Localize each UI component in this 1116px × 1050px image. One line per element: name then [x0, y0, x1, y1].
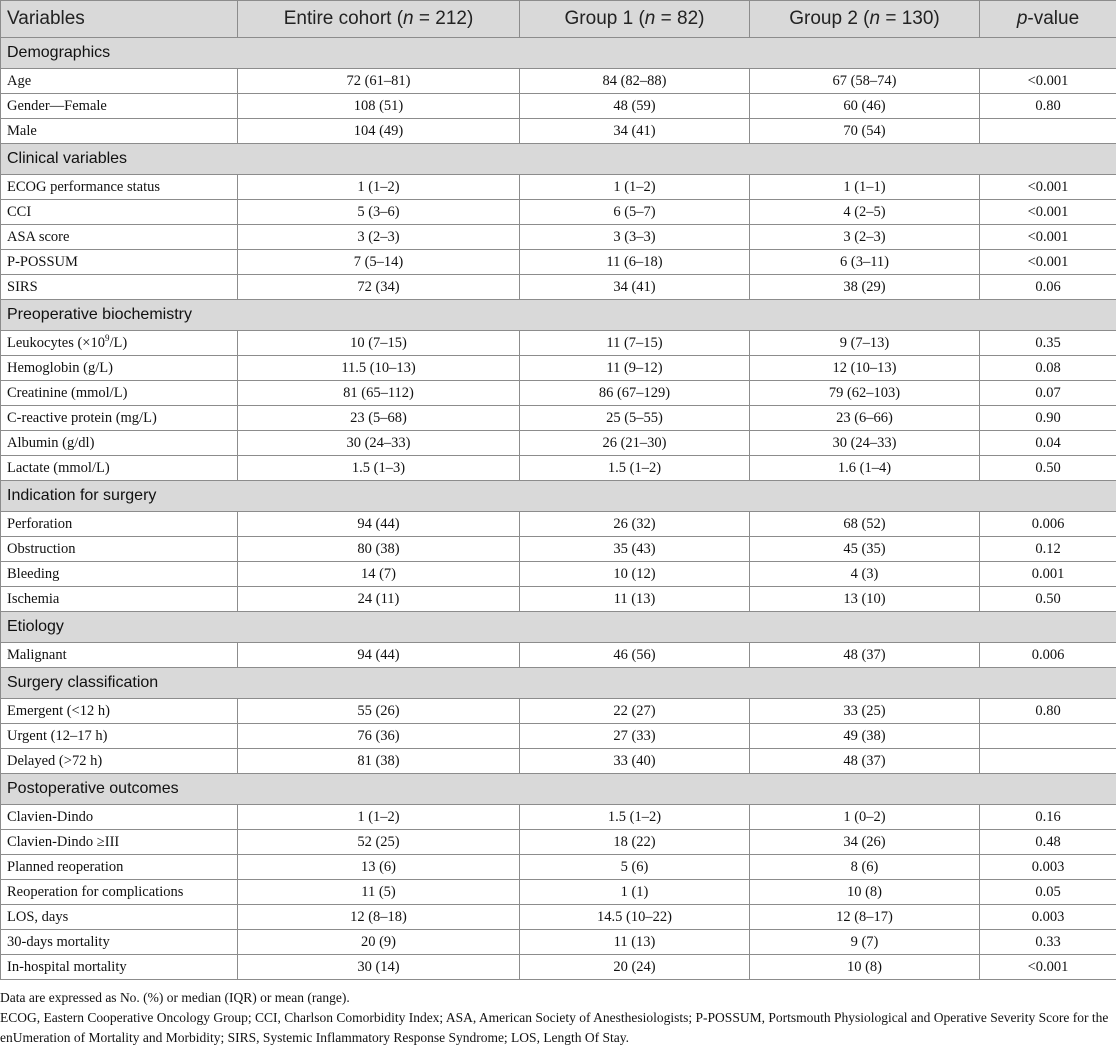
cell-group-2: 48 (37) [750, 643, 980, 668]
table-row [1, 512, 1116, 537]
row-label-superscript: 9 [104, 332, 110, 343]
cell-entire-cohort: 94 (44) [238, 643, 520, 668]
cell-entire-cohort: 24 (11) [238, 587, 520, 612]
cell-entire-cohort: 30 (24–33) [238, 431, 520, 456]
cell-group-1: 84 (82–88) [520, 69, 750, 94]
cell-group-2: 45 (35) [750, 537, 980, 562]
header-group-1: Group 1 (n = 82) [520, 1, 750, 38]
table-row [1, 356, 1116, 381]
cell-group-1: 5 (6) [520, 855, 750, 880]
cell-p-value: 0.48 [980, 830, 1116, 855]
cell-entire-cohort: 10 (7–15) [238, 331, 520, 356]
cell-p-value: 0.80 [980, 699, 1116, 724]
cell-group-1: 1.5 (1–2) [520, 805, 750, 830]
cell-p-value: 0.90 [980, 406, 1116, 431]
row-label: Obstruction [1, 537, 238, 562]
cell-group-1: 18 (22) [520, 830, 750, 855]
section-row [1, 144, 1116, 175]
cell-entire-cohort: 11 (5) [238, 880, 520, 905]
row-label: Male [1, 119, 238, 144]
row-label: C-reactive protein (mg/L) [1, 406, 238, 431]
cell-group-2: 38 (29) [750, 275, 980, 300]
section-row [1, 668, 1116, 699]
section-row [1, 481, 1116, 512]
table-row [1, 880, 1116, 905]
table-row [1, 69, 1116, 94]
cell-p-value: 0.12 [980, 537, 1116, 562]
cell-group-2: 4 (3) [750, 562, 980, 587]
cell-group-1: 25 (5–55) [520, 406, 750, 431]
cell-group-1: 34 (41) [520, 119, 750, 144]
section-title: Surgery classification [1, 668, 1116, 699]
table-row [1, 955, 1116, 980]
cell-group-1: 33 (40) [520, 749, 750, 774]
cell-group-2: 70 (54) [750, 119, 980, 144]
cell-group-1: 11 (9–12) [520, 356, 750, 381]
row-label-text: Leukocytes (×10 [7, 334, 105, 351]
cell-p-value: <0.001 [980, 175, 1116, 200]
notes-line-2: ECOG, Eastern Cooperative Oncology Group; CCI, Charlson Comorbidity Index; ASA, American Society of Anesthesiologists; P-POSSUM, Portsmouth Physiological and Operative Severity Score for the enUmeration of Mortality and Morbidity; SIRS, Systemic Inflammatory Response Syndrome; LOS, Length Of Stay. [0, 1010, 1109, 1045]
table-row [1, 225, 1116, 250]
cell-group-1: 48 (59) [520, 94, 750, 119]
cell-entire-cohort: 1 (1–2) [238, 175, 520, 200]
table-row [1, 537, 1116, 562]
cell-p-value: 0.35 [980, 331, 1116, 356]
cell-group-1: 14.5 (10–22) [520, 905, 750, 930]
cell-group-1: 86 (67–129) [520, 381, 750, 406]
cell-entire-cohort: 81 (65–112) [238, 381, 520, 406]
cell-p-value: 0.06 [980, 275, 1116, 300]
table-row [1, 175, 1116, 200]
cell-group-1: 26 (32) [520, 512, 750, 537]
cell-entire-cohort: 20 (9) [238, 930, 520, 955]
cell-group-2: 30 (24–33) [750, 431, 980, 456]
table-row [1, 200, 1116, 225]
row-label: In-hospital mortality [1, 955, 238, 980]
cell-group-2: 13 (10) [750, 587, 980, 612]
row-label: SIRS [1, 275, 238, 300]
cell-group-1: 20 (24) [520, 955, 750, 980]
cell-entire-cohort: 94 (44) [238, 512, 520, 537]
cell-group-1: 1 (1–2) [520, 175, 750, 200]
row-label: ASA score [1, 225, 238, 250]
section-row [1, 612, 1116, 643]
cell-group-1: 26 (21–30) [520, 431, 750, 456]
cell-group-2: 10 (8) [750, 955, 980, 980]
cell-entire-cohort: 76 (36) [238, 724, 520, 749]
notes-line-1: Data are expressed as No. (%) or median (IQR) or mean (range). [0, 990, 350, 1005]
header-variables: Variables [1, 1, 238, 38]
cell-p-value [980, 724, 1116, 749]
cell-group-1: 35 (43) [520, 537, 750, 562]
section-title: Postoperative outcomes [1, 774, 1116, 805]
table-row [1, 930, 1116, 955]
row-label: LOS, days [1, 905, 238, 930]
cell-group-1: 11 (6–18) [520, 250, 750, 275]
row-label: Emergent (<12 h) [1, 699, 238, 724]
cell-p-value: <0.001 [980, 225, 1116, 250]
header-entire-cohort: Entire cohort (n = 212) [238, 1, 520, 38]
cell-group-1: 46 (56) [520, 643, 750, 668]
cell-group-2: 9 (7) [750, 930, 980, 955]
cell-p-value: <0.001 [980, 69, 1116, 94]
cell-p-value: 0.006 [980, 643, 1116, 668]
cell-group-2: 10 (8) [750, 880, 980, 905]
table-row [1, 830, 1116, 855]
table-row [1, 855, 1116, 880]
cell-group-1: 22 (27) [520, 699, 750, 724]
cell-group-1: 11 (13) [520, 587, 750, 612]
cell-p-value: 0.16 [980, 805, 1116, 830]
row-label: Urgent (12–17 h) [1, 724, 238, 749]
row-label: Age [1, 69, 238, 94]
header-group-2: Group 2 (n = 130) [750, 1, 980, 38]
cell-entire-cohort: 13 (6) [238, 855, 520, 880]
row-label-text-after: /L) [109, 334, 128, 351]
row-label: Planned reoperation [1, 855, 238, 880]
cell-p-value: 0.006 [980, 512, 1116, 537]
cell-entire-cohort: 52 (25) [238, 830, 520, 855]
table-row [1, 331, 1116, 356]
cell-group-1: 1 (1) [520, 880, 750, 905]
table-row [1, 643, 1116, 668]
cell-p-value: <0.001 [980, 200, 1116, 225]
row-label: ECOG performance status [1, 175, 238, 200]
row-label: Perforation [1, 512, 238, 537]
cell-p-value: 0.33 [980, 930, 1116, 955]
table-row [1, 406, 1116, 431]
header-p-value: p-value [980, 1, 1116, 38]
table-row [1, 94, 1116, 119]
row-label: Ischemia [1, 587, 238, 612]
cell-entire-cohort: 55 (26) [238, 699, 520, 724]
cell-group-2: 68 (52) [750, 512, 980, 537]
section-row [1, 38, 1116, 69]
cell-p-value: 0.80 [980, 94, 1116, 119]
section-title: Indication for surgery [1, 481, 1116, 512]
cell-p-value: 0.07 [980, 381, 1116, 406]
table-row [1, 250, 1116, 275]
row-label: Albumin (g/dl) [1, 431, 238, 456]
cell-p-value [980, 119, 1116, 144]
cell-p-value: 0.04 [980, 431, 1116, 456]
cell-entire-cohort: 80 (38) [238, 537, 520, 562]
cell-group-1: 34 (41) [520, 275, 750, 300]
cell-group-1: 6 (5–7) [520, 200, 750, 225]
section-title: Demographics [1, 38, 1116, 69]
cell-entire-cohort: 3 (2–3) [238, 225, 520, 250]
cell-p-value: 0.50 [980, 456, 1116, 481]
row-label: P-POSSUM [1, 250, 238, 275]
cell-group-1: 10 (12) [520, 562, 750, 587]
cell-entire-cohort: 5 (3–6) [238, 200, 520, 225]
cell-group-2: 1 (0–2) [750, 805, 980, 830]
row-label: Delayed (>72 h) [1, 749, 238, 774]
cell-group-2: 6 (3–11) [750, 250, 980, 275]
row-label: CCI [1, 200, 238, 225]
cell-p-value: <0.001 [980, 955, 1116, 980]
cell-group-2: 1.6 (1–4) [750, 456, 980, 481]
cell-group-2: 33 (25) [750, 699, 980, 724]
cell-group-2: 60 (46) [750, 94, 980, 119]
cell-p-value: 0.001 [980, 562, 1116, 587]
table-row [1, 905, 1116, 930]
section-row [1, 774, 1116, 805]
cell-p-value: 0.003 [980, 905, 1116, 930]
table-body [1, 38, 1116, 980]
row-label: Bleeding [1, 562, 238, 587]
cell-entire-cohort: 12 (8–18) [238, 905, 520, 930]
row-label: 30-days mortality [1, 930, 238, 955]
cell-p-value: 0.003 [980, 855, 1116, 880]
row-label [1, 331, 238, 356]
table-row [1, 381, 1116, 406]
cell-group-2: 12 (8–17) [750, 905, 980, 930]
cell-group-2: 8 (6) [750, 855, 980, 880]
row-label: Lactate (mmol/L) [1, 456, 238, 481]
section-title: Clinical variables [1, 144, 1116, 175]
table-row [1, 456, 1116, 481]
cell-group-2: 12 (10–13) [750, 356, 980, 381]
section-title: Etiology [1, 612, 1116, 643]
cell-entire-cohort: 108 (51) [238, 94, 520, 119]
cell-group-2: 79 (62–103) [750, 381, 980, 406]
cell-group-2: 67 (58–74) [750, 69, 980, 94]
cell-p-value: 0.05 [980, 880, 1116, 905]
cell-group-2: 34 (26) [750, 830, 980, 855]
table-row [1, 699, 1116, 724]
cell-entire-cohort: 11.5 (10–13) [238, 356, 520, 381]
cell-group-2: 9 (7–13) [750, 331, 980, 356]
cell-group-1: 1.5 (1–2) [520, 456, 750, 481]
table-row [1, 587, 1116, 612]
row-label: Creatinine (mmol/L) [1, 381, 238, 406]
table-row [1, 805, 1116, 830]
cell-group-2: 3 (2–3) [750, 225, 980, 250]
row-label: Gender—Female [1, 94, 238, 119]
cell-entire-cohort: 14 (7) [238, 562, 520, 587]
cell-entire-cohort: 81 (38) [238, 749, 520, 774]
table-row [1, 275, 1116, 300]
cell-p-value [980, 749, 1116, 774]
row-label: Malignant [1, 643, 238, 668]
row-label: Clavien-Dindo ≥III [1, 830, 238, 855]
cell-p-value: <0.001 [980, 250, 1116, 275]
row-label: Hemoglobin (g/L) [1, 356, 238, 381]
cell-entire-cohort: 72 (61–81) [238, 69, 520, 94]
cell-entire-cohort: 104 (49) [238, 119, 520, 144]
row-label: Reoperation for complications [1, 880, 238, 905]
cell-p-value: 0.08 [980, 356, 1116, 381]
section-title: Preoperative biochemistry [1, 300, 1116, 331]
cell-group-2: 48 (37) [750, 749, 980, 774]
table-row [1, 562, 1116, 587]
table-row [1, 724, 1116, 749]
cell-p-value: 0.50 [980, 587, 1116, 612]
cell-group-1: 3 (3–3) [520, 225, 750, 250]
cell-group-2: 4 (2–5) [750, 200, 980, 225]
cell-entire-cohort: 1.5 (1–3) [238, 456, 520, 481]
cell-entire-cohort: 30 (14) [238, 955, 520, 980]
cell-group-1: 27 (33) [520, 724, 750, 749]
cell-group-2: 23 (6–66) [750, 406, 980, 431]
cell-entire-cohort: 7 (5–14) [238, 250, 520, 275]
cell-group-2: 1 (1–1) [750, 175, 980, 200]
row-label: Clavien-Dindo [1, 805, 238, 830]
header-row [1, 1, 1116, 38]
cell-group-1: 11 (13) [520, 930, 750, 955]
cell-entire-cohort: 72 (34) [238, 275, 520, 300]
section-row [1, 300, 1116, 331]
table-row [1, 431, 1116, 456]
cell-entire-cohort: 1 (1–2) [238, 805, 520, 830]
cell-entire-cohort: 23 (5–68) [238, 406, 520, 431]
table-notes [0, 988, 1116, 1048]
cell-group-2: 49 (38) [750, 724, 980, 749]
table-row [1, 119, 1116, 144]
cell-group-1: 11 (7–15) [520, 331, 750, 356]
table-row [1, 749, 1116, 774]
